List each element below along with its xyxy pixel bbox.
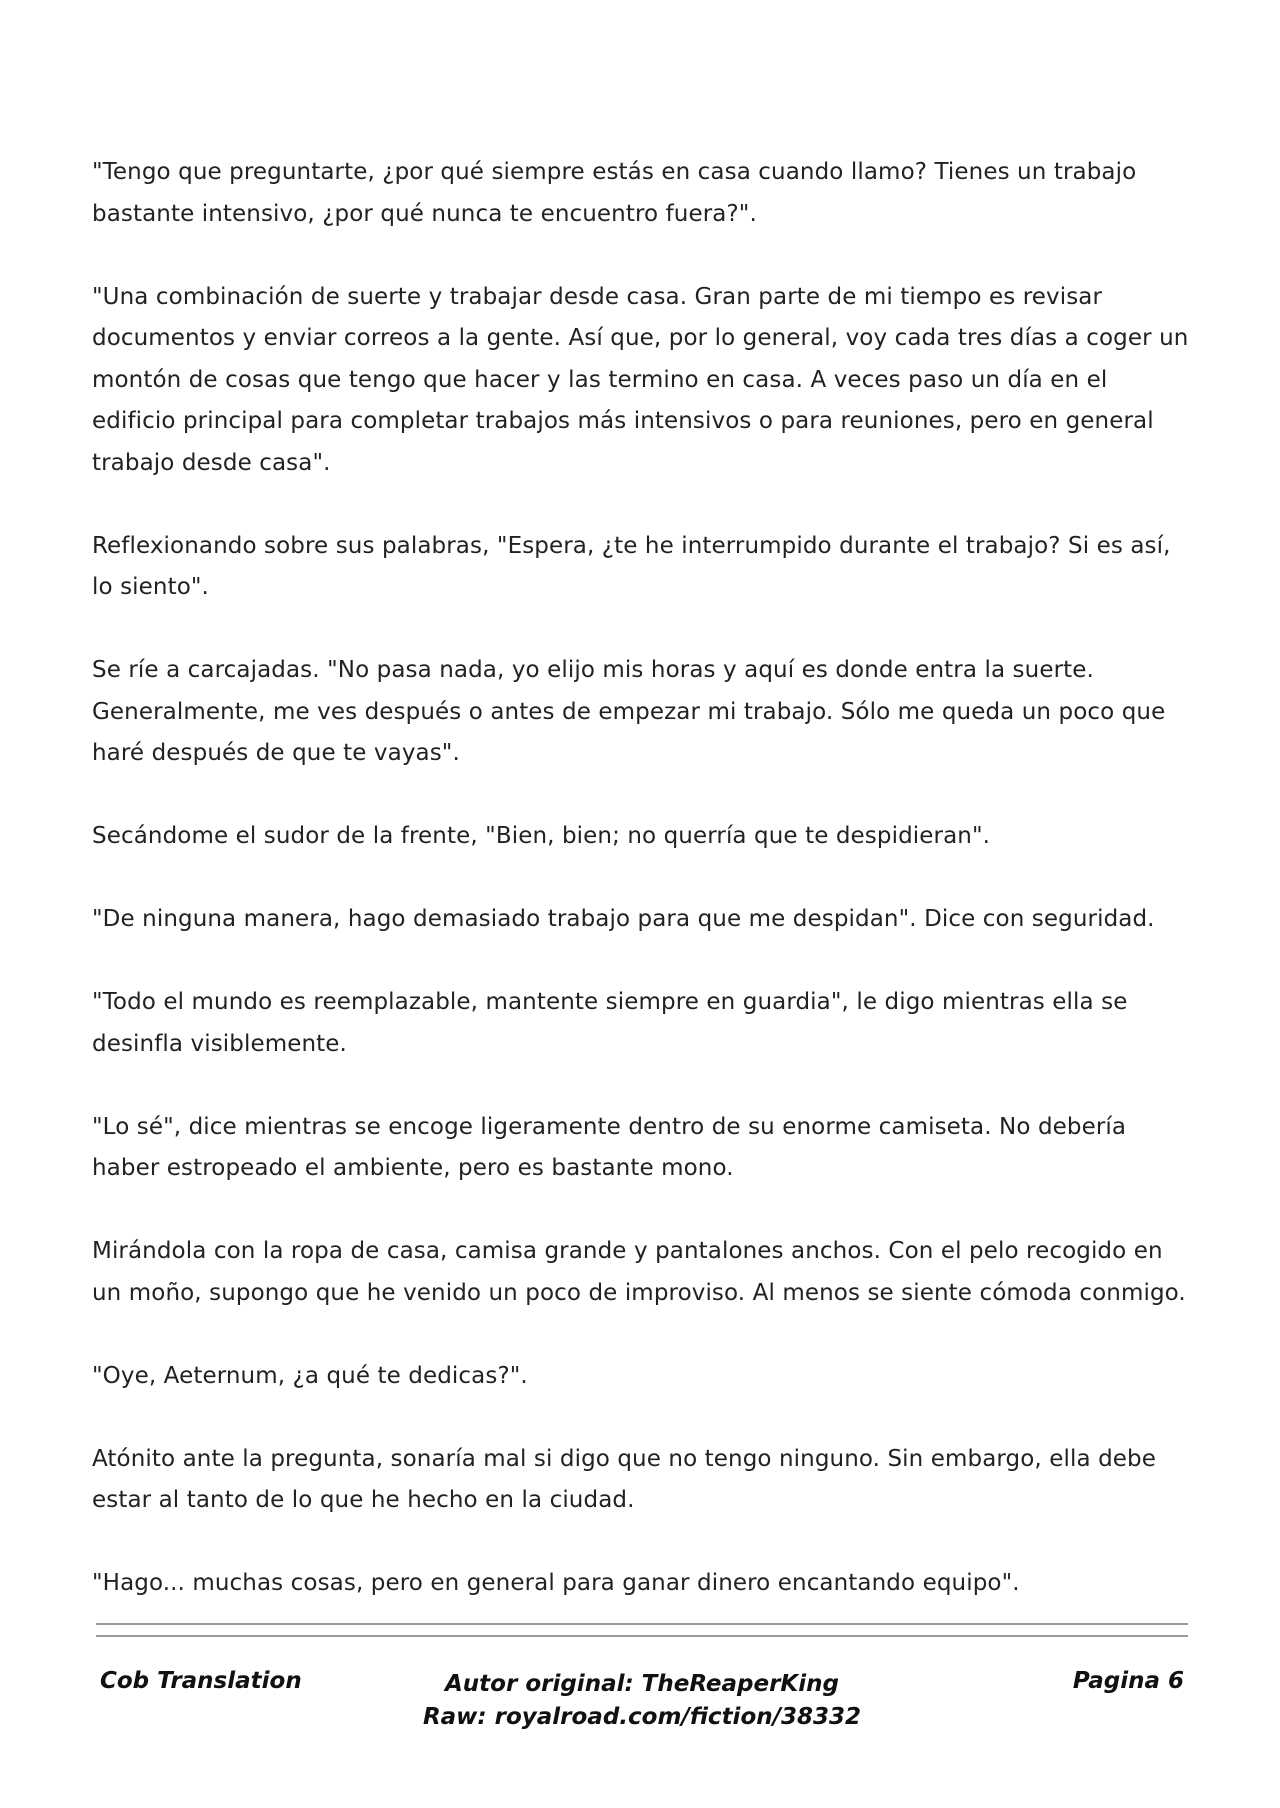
footer-credits: [96, 1668, 1188, 1734]
footer-original-author: Autor original: TheReaperKing: [445, 1671, 839, 1697]
paragraph: "Hago... muchas cosas, pero en general para ganar dinero encantando equipo".: [92, 1570, 1020, 1596]
paragraph: Reflexionando sobre sus palabras, "Espera, ¿te he interrumpido durante el trabajo? Si es así, lo siento".: [92, 532, 1171, 600]
page-body: [92, 152, 1192, 1646]
paragraph: Atónito ante la pregunta, sonaría mal si digo que no tengo ninguno. Sin embargo, ella debe estar al tanto de lo que he hecho en la ciudad.: [92, 1445, 1156, 1513]
footer-divider: [96, 1623, 1188, 1637]
footer-translator: Cob Translation: [100, 1668, 302, 1694]
paragraph: "Tengo que preguntarte, ¿por qué siempre estás en casa cuando llamo? Tienes un trabajo bastante intensivo, ¿por qué nunca te encuentro fuera?".: [92, 159, 1137, 227]
paragraph: "Lo sé", dice mientras se encoge ligeramente dentro de su enorme camiseta. No debería haber estropeado el ambiente, pero es bastante mono.: [92, 1113, 1127, 1181]
paragraph: "Oye, Aeternum, ¿a qué te dedicas?".: [92, 1362, 528, 1389]
paragraph: Secándome el sudor de la frente, "Bien, bien; no querría que te despidieran".: [92, 823, 991, 849]
paragraph: "Todo el mundo es reemplazable, mantente siempre en guardia", le digo mientras ella se desinfla visiblemente.: [92, 989, 1128, 1057]
paragraph: "De ninguna manera, hago demasiado trabajo para que me despidan". Dice con seguridad.: [92, 906, 1155, 932]
footer-rule-top: [96, 1623, 1188, 1625]
footer-rule-bottom: [96, 1635, 1188, 1637]
paragraph: Se ríe a carcajadas. "No pasa nada, yo elijo mis horas y aquí es donde entra la suerte. Generalmente, me ves después o antes de empezar mi trabajo. Sólo me queda un poco que haré después de que te vayas".: [92, 657, 1166, 766]
paragraph: "Una combinación de suerte y trabajar desde casa. Gran parte de mi tiempo es revisar documentos y enviar correos a la gente. Así que, por lo general, voy cada tres días a coger un montón de cosas que tengo que hacer y las termino en casa. A veces paso un día en el edificio principal para completar trabajos más intensivos o para reuniones, pero en general trabajo desde casa".: [92, 283, 1189, 476]
paragraph: Mirándola con la ropa de casa, camisa grande y pantalones anchos. Con el pelo recogido en un moño, supongo que he venido un poco de improviso. Al menos se siente cómoda conmigo.: [92, 1238, 1186, 1306]
footer-raw-source: Raw: royalroad.com/fiction/38332: [422, 1704, 862, 1730]
footer-page-number: Pagina 6: [1072, 1668, 1184, 1694]
